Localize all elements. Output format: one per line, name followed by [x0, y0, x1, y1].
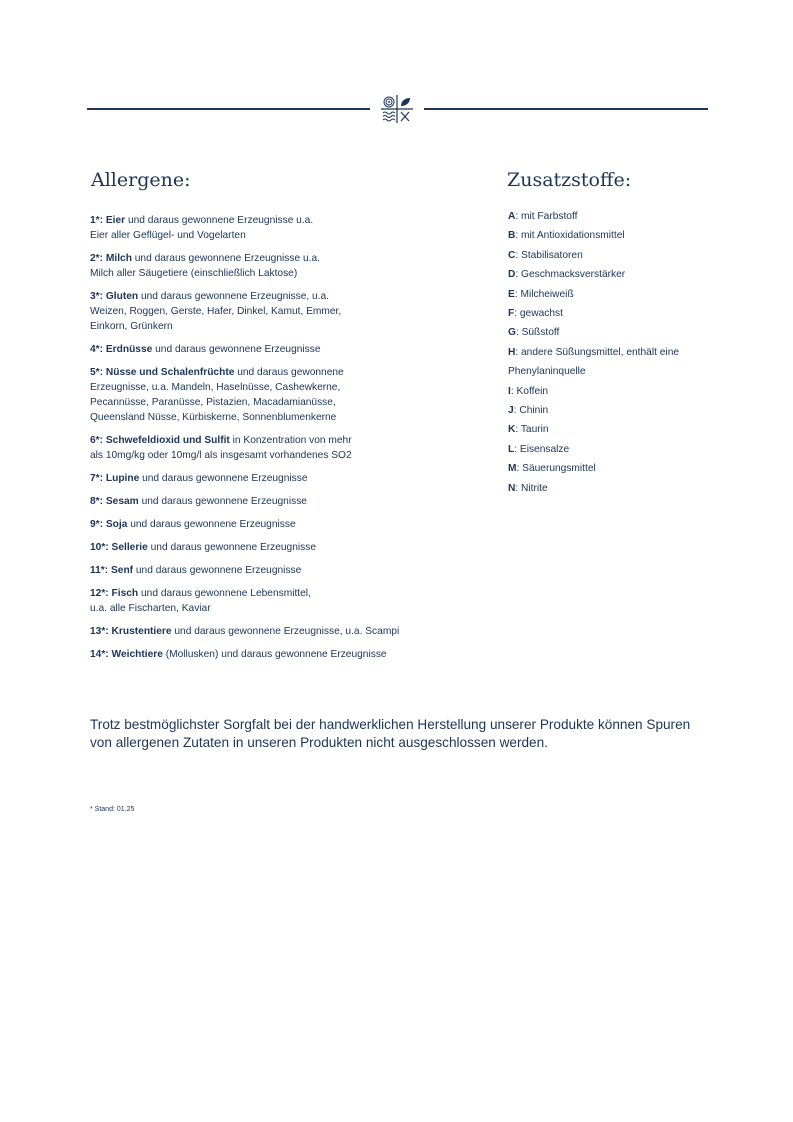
allergen-name-text: Weichtiere [111, 649, 163, 660]
additive-letter: H [508, 346, 516, 358]
allergen-code: 13*: [90, 626, 109, 637]
allergen-name [90, 215, 125, 226]
disclaimer-line-2: von allergenen Zutaten in unseren Produkten nicht ausgeschlossen werden. [90, 735, 548, 750]
allergen-description: und daraus gewonnene Erzeugnisse u.a. [125, 215, 314, 226]
allergen-description: und daraus gewonnene Erzeugnisse [138, 496, 307, 507]
allergen-item [90, 342, 420, 357]
allergen-description: und daraus gewonnene Erzeugnisse [139, 473, 308, 484]
allergen-code: 12*: [90, 588, 109, 599]
allergen-list [90, 213, 420, 670]
allergen-name-text: Sellerie [111, 542, 148, 553]
additive-letter: E [508, 288, 515, 300]
additive-text: Phenylaninquelle [508, 366, 586, 378]
additive-text: : mit Farbstoff [515, 211, 578, 222]
allergen-description: und daraus gewonnene Lebensmittel, [138, 588, 311, 599]
allergen-item [90, 471, 420, 486]
additive-letter: A [508, 211, 516, 222]
allergen-description-line: Eier aller Geflügel- und Vogelarten [90, 230, 246, 241]
additive-letter: L [508, 443, 515, 455]
allergen-code: 10*: [90, 542, 109, 553]
allergen-name-text: Erdnüsse [105, 344, 153, 355]
allergen-name [90, 565, 133, 576]
additive-letter: J [508, 405, 514, 417]
additive-item [508, 459, 728, 478]
header-rule-left [87, 108, 370, 110]
additive-text: : Säuerungsmittel [516, 463, 596, 475]
allergen-item [90, 213, 420, 243]
allergen-code: 7*: [90, 473, 104, 484]
additive-letter: N [508, 482, 516, 494]
additive-item [508, 265, 728, 284]
allergen-code: 2*: [90, 253, 104, 264]
allergen-code: 11*: [90, 565, 109, 576]
allergen-name [90, 253, 132, 264]
allergen-item [90, 517, 420, 532]
allergen-name-text: Lupine [105, 473, 140, 484]
allergen-description-line: als 10mg/kg oder 10mg/l als insgesamt vorhandenes SO2 [90, 450, 352, 461]
allergen-name-text: Soja [105, 519, 128, 530]
allergen-item [90, 647, 420, 662]
allergen-name [90, 473, 139, 484]
additive-item [508, 401, 728, 420]
allergen-code: 9*: [90, 519, 104, 530]
additive-item [508, 304, 728, 323]
additive-letter: F [508, 308, 515, 320]
additive-text: : Eisensalze [514, 443, 570, 455]
allergen-code: 6*: [90, 435, 104, 446]
allergen-code: 1*: [90, 215, 104, 226]
allergen-name [90, 519, 127, 530]
additive-letter: I [508, 385, 511, 397]
additive-text: : Chinin [513, 405, 549, 417]
allergen-disclaimer [90, 716, 710, 752]
additive-item [508, 323, 728, 342]
allergen-description: und daraus gewonnene Erzeugnisse [152, 344, 321, 355]
allergen-name [90, 496, 139, 507]
additive-item [508, 420, 728, 439]
allergen-description: in Konzentration von mehr [229, 435, 352, 446]
additive-text: : mit Antioxidationsmittel [515, 230, 625, 242]
allergen-code: 14*: [90, 649, 109, 660]
allergene-heading: Allergene: [91, 169, 191, 191]
header-rule-right [424, 108, 708, 110]
additive-item [508, 207, 728, 226]
additive-text: : Koffein [510, 385, 549, 397]
allergen-description: und daraus gewonnene Erzeugnisse [147, 542, 317, 553]
additive-letter: K [508, 424, 516, 436]
allergen-name [90, 649, 163, 660]
allergen-description: und daraus gewonnene [234, 367, 344, 378]
additive-item [508, 285, 728, 304]
additive-item [508, 343, 728, 362]
brand-logo-icon [380, 95, 414, 123]
allergen-name [90, 626, 172, 637]
allergen-item [90, 624, 420, 639]
allergen-item [90, 494, 420, 509]
additive-item [508, 362, 728, 381]
allergen-item [90, 563, 420, 578]
additive-text: : Stabilisatoren [515, 249, 583, 261]
allergen-description-line: Milch aller Säugetiere (einschließlich Laktose) [90, 268, 298, 279]
allergen-name-text: Sesam [105, 496, 139, 507]
allergen-description-line: Einkorn, Grünkern [90, 321, 173, 332]
additive-text: : Taurin [515, 424, 549, 436]
allergen-item [90, 586, 420, 616]
allergen-name [90, 542, 148, 553]
allergen-name [90, 588, 138, 599]
additive-item [508, 440, 728, 459]
additive-text: : Milcheiweiß [514, 288, 574, 300]
allergen-item [90, 289, 420, 334]
allergen-name-text: Gluten [105, 291, 139, 302]
additive-item [508, 479, 728, 498]
allergen-description: und daraus gewonnene Erzeugnisse, u.a. [138, 291, 330, 302]
allergen-description: und daraus gewonnene Erzeugnisse [133, 565, 302, 576]
allergen-code: 5*: [90, 367, 104, 378]
allergen-name-text: Fisch [111, 588, 139, 599]
zusatzstoffe-heading: Zusatzstoffe: [507, 169, 632, 191]
allergen-name [90, 367, 234, 378]
allergen-description-line: Pecannüsse, Paranüsse, Pistazien, Macadamianüsse, [90, 397, 336, 408]
additive-item [508, 226, 728, 245]
additive-text: : Nitrite [515, 482, 548, 494]
allergen-code: 3*: [90, 291, 104, 302]
allergen-item [90, 433, 420, 463]
allergen-name-text: Schwefeldioxid und Sulfit [105, 435, 230, 446]
additive-text: : Süßstoff [515, 327, 560, 339]
allergen-description-line: Erzeugnisse, u.a. Mandeln, Haselnüsse, Cashewkerne, [90, 382, 341, 393]
allergen-description: und daraus gewonnene Erzeugnisse u.a. [131, 253, 320, 264]
additive-letter: M [508, 463, 517, 475]
allergen-name [90, 344, 152, 355]
additive-letter: D [508, 269, 516, 281]
allergen-description-line: u.a. alle Fischarten, Kaviar [90, 603, 211, 614]
allergen-item [90, 540, 420, 555]
additive-item [508, 246, 728, 265]
disclaimer-line-1: Trotz bestmöglichster Sorgfalt bei der handwerklichen Herstellung unserer Produkte können Spuren [90, 717, 691, 732]
additive-letter: C [508, 249, 516, 261]
additive-list [508, 207, 728, 498]
additive-text: : andere Süßungsmittel, enthält eine [515, 346, 680, 358]
allergen-description-line: Queensland Nüsse, Kürbiskerne, Sonnenblumenkerne [90, 412, 337, 423]
allergen-description: und daraus gewonnene Erzeugnisse [127, 519, 296, 530]
additive-letter: G [508, 327, 516, 339]
allergen-name [90, 291, 138, 302]
additive-item [508, 382, 728, 401]
allergen-code: 8*: [90, 496, 104, 507]
allergen-name-text: Eier [105, 215, 126, 226]
allergen-description-line: Weizen, Roggen, Gerste, Hafer, Dinkel, Kamut, Emmer, [90, 306, 342, 317]
allergen-name-text: Milch [105, 253, 132, 264]
allergen-description: und daraus gewonnene Erzeugnisse, u.a. Scampi [171, 626, 400, 637]
allergen-code: 4*: [90, 344, 104, 355]
allergen-name [90, 435, 230, 446]
allergen-description: (Mollusken) und daraus gewonnene Erzeugnisse [162, 649, 387, 660]
allergen-name-text: Senf [110, 565, 134, 576]
additive-text: : Geschmacksverstärker [515, 269, 626, 281]
stand-date: * Stand: 01.25 [90, 806, 135, 813]
allergen-name-text: Krustentiere [111, 626, 172, 637]
additive-text: : gewachst [514, 308, 563, 320]
allergen-item [90, 251, 420, 281]
additive-letter: B [508, 230, 516, 242]
allergen-name-text: Nüsse und Schalenfrüchte [105, 367, 235, 378]
allergen-item [90, 365, 420, 425]
